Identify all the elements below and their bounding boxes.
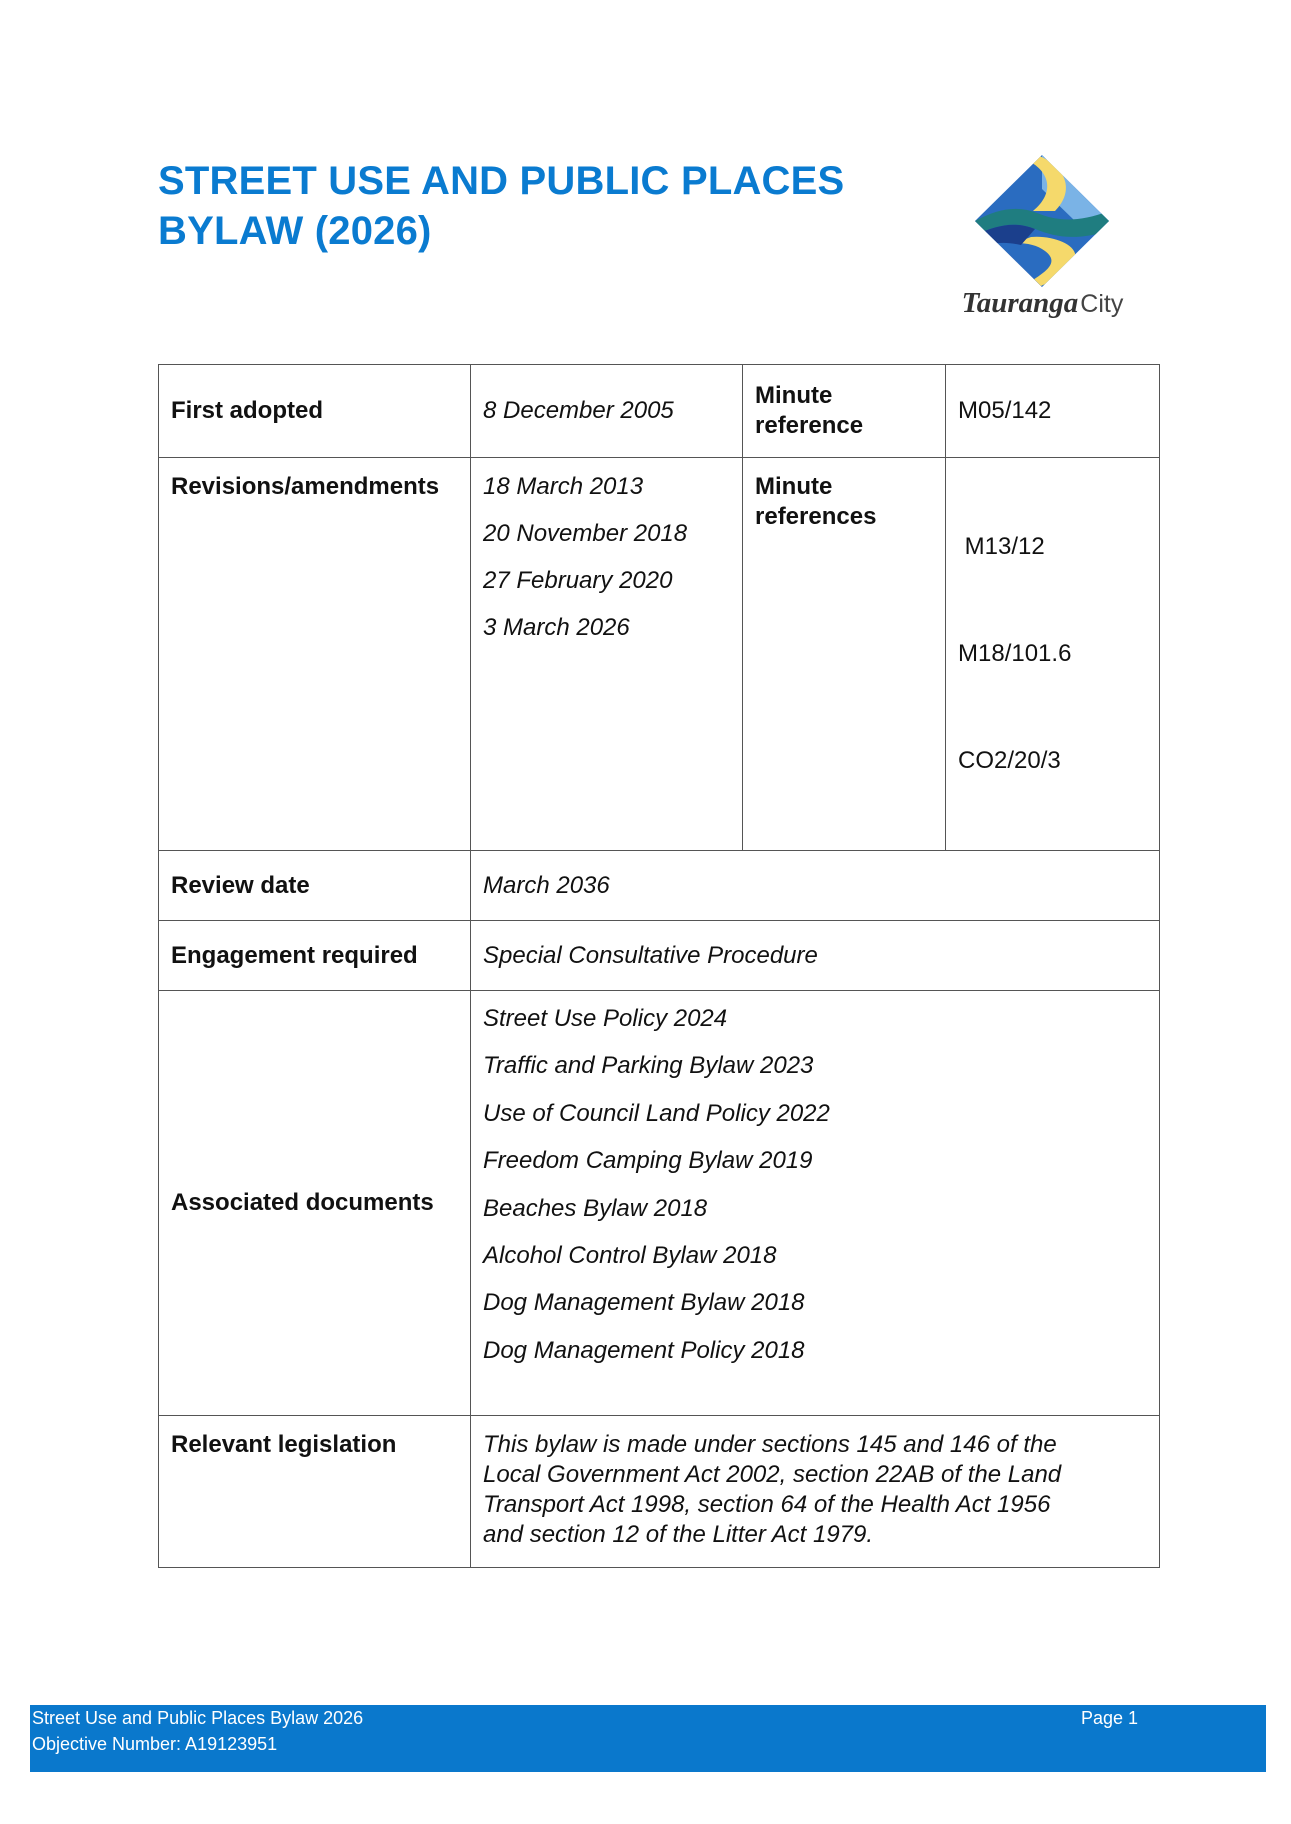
title-line-2: BYLAW (2026): [158, 209, 432, 253]
tauranga-city-logo: [955, 155, 1130, 330]
table-row: [159, 921, 1160, 991]
table-row: [159, 458, 1160, 851]
table-row: [159, 1416, 1160, 1568]
associated-documents-list: [471, 991, 1160, 1416]
first-adopted-value: 8 December 2005: [471, 365, 743, 458]
logo-wordmark: [955, 287, 1130, 320]
footer-document-title: Street Use and Public Places Bylaw 2026: [32, 1708, 364, 1728]
title-line-1: STREET USE AND PUBLIC PLACES: [158, 159, 845, 203]
legislation-line: and section 12 of the Litter Act 1979.: [483, 1521, 874, 1548]
minute-reference-value: M05/142: [946, 365, 1160, 458]
revisions-label: Revisions/amendments: [159, 458, 471, 851]
associated-documents-label: Associated documents: [159, 991, 471, 1416]
minute-reference: CO2/20/3: [958, 747, 1061, 774]
logo-diamond-icon: [975, 155, 1109, 287]
minute-reference: M13/12: [958, 533, 1045, 560]
minute-references-label: Minute references: [743, 458, 946, 851]
revision-date: 20 November 2018: [483, 520, 688, 547]
list-item: Freedom Camping Bylaw 2019: [483, 1147, 813, 1175]
relevant-legislation-label: Relevant legislation: [159, 1416, 471, 1568]
list-item: Use of Council Land Policy 2022: [483, 1099, 830, 1127]
relevant-legislation-text: [471, 1416, 1160, 1568]
review-date-value: March 2036: [471, 851, 1160, 921]
revisions-dates: [471, 458, 743, 851]
first-adopted-label: First adopted: [159, 365, 471, 458]
revision-date: 27 February 2020: [483, 567, 673, 594]
page-title: [158, 156, 844, 256]
table-row: [159, 365, 1160, 458]
logo-word-sub: City: [1080, 290, 1124, 318]
legislation-line: Transport Act 1998, section 64 of the Health Act 1956: [483, 1491, 1051, 1518]
minute-reference-label: Minute reference: [743, 365, 946, 458]
list-item: Street Use Policy 2024: [483, 1005, 728, 1032]
revision-date: 3 March 2026: [483, 614, 630, 641]
review-date-label: Review date: [159, 851, 471, 921]
list-item: Beaches Bylaw 2018: [483, 1194, 708, 1222]
logo-word-main: Tauranga: [961, 287, 1079, 319]
page-footer: [30, 1705, 1266, 1772]
list-item: Alcohol Control Bylaw 2018: [483, 1241, 777, 1269]
bylaw-details-table: [158, 364, 1160, 1568]
table-row: [159, 991, 1160, 1416]
list-item: Traffic and Parking Bylaw 2023: [483, 1052, 814, 1080]
table-row: [159, 851, 1160, 921]
minute-reference: M18/101.6: [958, 640, 1072, 667]
legislation-line: This bylaw is made under sections 145 and 146 of the: [483, 1431, 1057, 1458]
minute-references-values: [946, 458, 1160, 851]
revision-date: 18 March 2013: [483, 473, 644, 500]
engagement-label: Engagement required: [159, 921, 471, 991]
list-item: Dog Management Policy 2018: [483, 1336, 805, 1364]
footer-page-number: Page 1: [1081, 1708, 1139, 1728]
list-item: Dog Management Bylaw 2018: [483, 1289, 805, 1317]
engagement-value: Special Consultative Procedure: [471, 921, 1160, 991]
legislation-line: Local Government Act 2002, section 22AB of the Land: [483, 1461, 1062, 1488]
footer-objective-number: Objective Number: A19123951: [32, 1734, 278, 1754]
